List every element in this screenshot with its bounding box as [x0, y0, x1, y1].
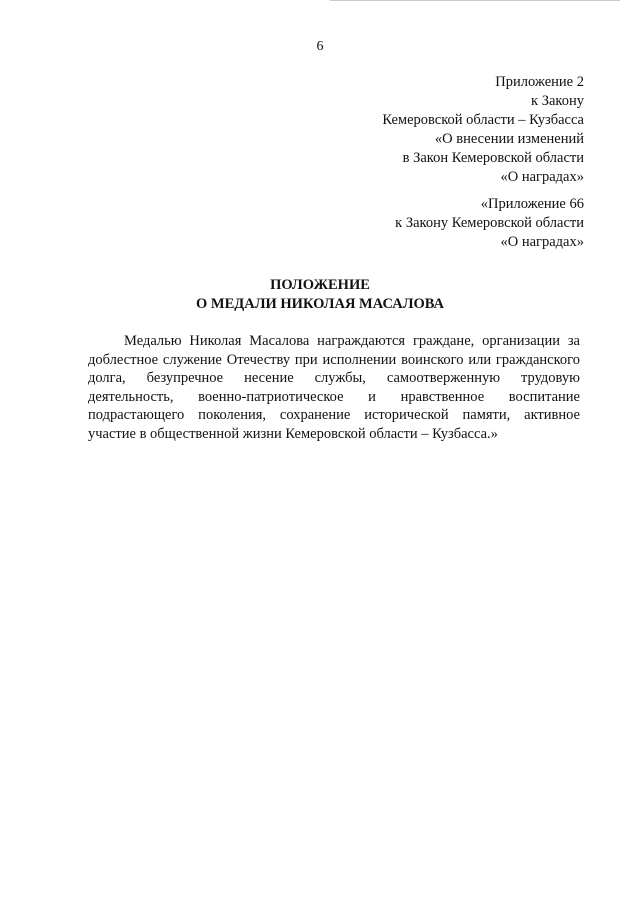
- body-line: Медалью Николая Масалова награждаются граждане, организации за: [124, 333, 580, 349]
- annex-line: «О наградах»: [500, 169, 584, 185]
- document-heading: [0, 276, 640, 314]
- sub-annex-reference: [395, 195, 584, 252]
- document-title: ПОЛОЖЕНИЕ: [270, 277, 370, 293]
- body-line: подрастающего поколения, сохранение исторической памяти, активное: [88, 407, 580, 424]
- annex-line: Кемеровской области – Кузбасса: [382, 112, 584, 128]
- sub-annex-line: к Закону Кемеровской области: [395, 215, 584, 231]
- annex-line: в Закон Кемеровской области: [402, 150, 584, 166]
- top-edge-rule: [330, 0, 620, 4]
- annex-line: Приложение 2: [495, 74, 584, 90]
- annex-line: «О внесении изменений: [434, 131, 584, 147]
- annex-reference: [382, 73, 584, 187]
- body-line: деятельность, военно-патриотическое и нравственное воспитание: [88, 388, 580, 405]
- document-body: [88, 332, 580, 444]
- body-line: доблестное служение Отечеству при исполнении воинского или гражданского: [88, 351, 580, 368]
- sub-annex-line: «О наградах»: [500, 234, 584, 250]
- sub-annex-line: «Приложение 66: [480, 196, 584, 212]
- page-number: 6: [316, 39, 324, 54]
- document-subtitle: О МЕДАЛИ НИКОЛАЯ МАСАЛОВА: [195, 296, 445, 312]
- body-line: долга, безупречное несение службы, самоотверженную трудовую: [88, 370, 580, 387]
- annex-line: к Закону: [531, 93, 584, 109]
- body-line: участие в общественной жизни Кемеровской области – Кузбасса.»: [88, 425, 498, 442]
